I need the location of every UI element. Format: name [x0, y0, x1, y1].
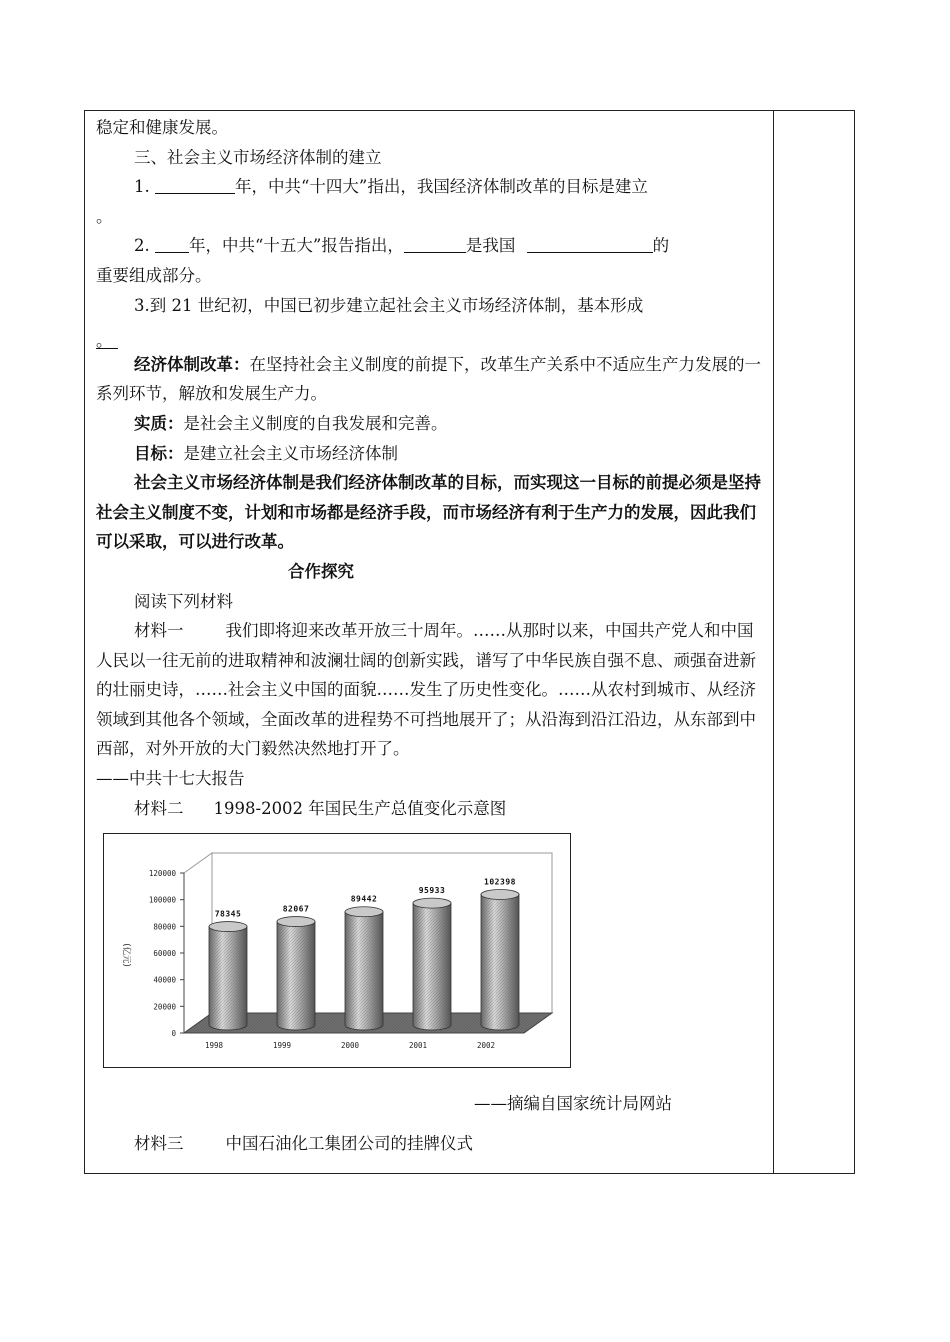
x-tick-label: 1998	[204, 1041, 224, 1050]
goal-line	[96, 439, 766, 469]
x-tick-label: 2000	[340, 1041, 360, 1050]
item-two-number: 2.	[134, 236, 150, 256]
item-two-text-c: 的	[652, 236, 670, 256]
bar-top	[345, 907, 383, 917]
y-tick-label: 80000	[153, 922, 176, 932]
bar-top	[209, 922, 247, 932]
blank-subject[interactable]	[404, 234, 466, 253]
material-two-text: 1998-2002 年国民生产总值变化示意图	[213, 798, 507, 818]
section-three-heading: 三、社会主义市场经济体制的建立	[134, 147, 382, 167]
y-tick-label: 100000	[148, 895, 176, 905]
material-two-source: ——摘编自国家统计局网站	[474, 1094, 672, 1113]
table-column-divider	[773, 110, 774, 1174]
material-three-label: 材料三	[134, 1134, 184, 1153]
material-one-source: ——中共十七大报告	[96, 769, 245, 789]
item-one-text: 年，中共“十四大”指出，我国经济体制改革的目标是建立	[235, 177, 648, 197]
y-tick-label: 60000	[153, 949, 176, 958]
blank-formed[interactable]: 。	[96, 326, 118, 349]
section-title: 合作探究	[288, 561, 354, 581]
bar-top	[481, 889, 519, 899]
blank-system[interactable]	[527, 234, 653, 253]
x-tick-label: 2001	[408, 1041, 428, 1050]
item-three: 3.到 21 世纪初，中国已初步建立起社会主义市场经济体制，基本形成	[134, 295, 644, 315]
bar-data-label: 95933	[418, 886, 446, 896]
y-tick-label: 0	[171, 1029, 176, 1038]
item-two-text-b: 是我国	[465, 236, 516, 256]
bar-cylinder-texture	[345, 912, 383, 1030]
y-tick-label: 40000	[153, 975, 176, 985]
y-axis-label: (亿元)	[121, 943, 131, 967]
bar-top	[413, 898, 451, 908]
bar-data-label: 78345	[214, 909, 242, 919]
essence-line	[96, 409, 766, 439]
material-three	[134, 1130, 473, 1154]
x-tick-label: 1999	[272, 1041, 292, 1050]
blank-year-2[interactable]	[155, 234, 189, 253]
material-one-text: 我们即将迎来改革开放三十周年。……从那时以来，中国共产党人和中国人民以一往无前的进取精神和波澜壮阔的创新实践，谱写了中华民族自强不息、顽强奋进新的壮丽史诗，……社会主义中国的面貌……发生了历史性变化。……从农村到城市、从经济领域到其他各个领域，全面改革的进程势不可挡地展开了；从沿海到沿江沿边，从东部到中西部，对外开放的大门毅然决然地打开了。	[96, 621, 756, 759]
gnp-chart	[103, 833, 571, 1068]
item-one-end: 。	[96, 206, 113, 226]
reform-text: 在坚持社会主义制度的前提下，改革生产关系中不适应生产力发展的一系列环节，解放和发展生产力。	[96, 354, 761, 404]
y-tick-label: 20000	[153, 1002, 176, 1012]
reform-label: 经济体制改革：	[134, 354, 250, 374]
goal-label: 目标：	[134, 443, 184, 463]
key-conclusion: 社会主义市场经济体制是我们经济体制改革的目标，而实现这一目标的前提必须是坚持社会主义制度不变，计划和市场都是经济手段，而市场经济有利于生产力的发展，因此我们可以采取，可以进行改革。	[96, 473, 761, 552]
reform-definition	[96, 350, 766, 409]
bar-data-label: 89442	[350, 894, 378, 904]
item-two	[96, 231, 766, 261]
item-two-text-a: 年，中共“十五大”报告指出，	[189, 236, 404, 256]
material-two	[96, 794, 766, 824]
bar-data-label: 102398	[484, 877, 516, 887]
material-one-label: 材料一	[134, 621, 184, 641]
bar-cylinder-texture	[209, 927, 247, 1030]
chart-side-wall	[184, 853, 212, 1033]
essence-label: 实质：	[134, 413, 184, 433]
bar-top	[277, 917, 315, 927]
bar-cylinder-texture	[413, 903, 451, 1030]
material-two-label: 材料二	[134, 798, 184, 818]
gnp-chart-svg	[104, 834, 572, 1069]
bar-cylinder-texture	[277, 922, 315, 1030]
bar-cylinder-texture	[481, 894, 519, 1030]
item-two-end: 重要组成部分。	[96, 265, 212, 285]
item-one-number: 1.	[134, 177, 150, 197]
material-three-text: 中国石油化工集团公司的挂牌仪式	[225, 1134, 473, 1153]
blank-year-1[interactable]	[155, 175, 235, 194]
bar-data-label: 82067	[282, 904, 310, 914]
read-instruction: 阅读下列材料	[134, 591, 233, 611]
goal-text: 是建立社会主义市场经济体制	[183, 443, 398, 463]
essence-text: 是社会主义制度的自我发展和完善。	[183, 413, 448, 433]
y-tick-label: 120000	[148, 869, 176, 878]
item-one	[96, 172, 766, 202]
x-tick-label: 2002	[476, 1041, 496, 1050]
line-stable-development: 稳定和健康发展。	[96, 118, 228, 137]
material-one	[96, 616, 766, 764]
item-three-end	[96, 320, 766, 350]
lesson-content	[96, 113, 766, 823]
